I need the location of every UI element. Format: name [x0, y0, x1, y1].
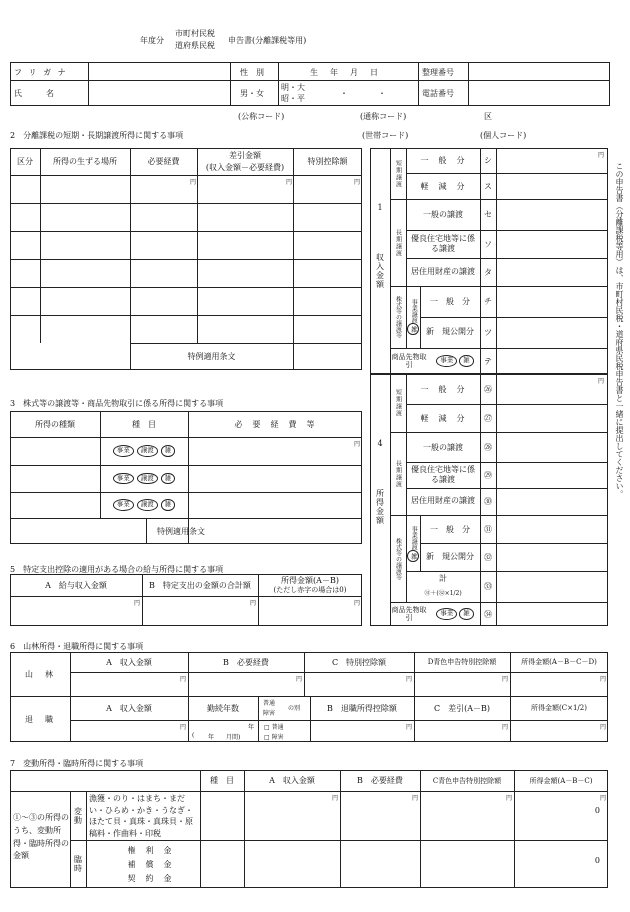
- p4-code-5: ㉛: [484, 524, 492, 534]
- setai-code: (世帯コード): [362, 131, 409, 140]
- p1-te-jigyo[interactable]: 事業: [436, 355, 457, 367]
- kojin-code: (個人コード): [480, 131, 527, 140]
- s5-col-b: B 特定支出の金額の合計額: [149, 580, 251, 590]
- s7-rinji-keiyaku: 契 約 金: [127, 873, 173, 883]
- s6-t-shogai: 障害: [263, 710, 276, 717]
- s2-col-place: 所得の生ずる場所: [53, 157, 117, 166]
- sex-label: 性 別: [240, 68, 264, 77]
- s6-col-e: 所得金額(A－B－C－D): [521, 658, 597, 666]
- s6-t-col-e: 所得金額(C×1/2): [531, 704, 587, 712]
- section7-title: 7 変動所得・臨時所得に関する事項: [10, 759, 144, 768]
- p4-row-34: 商品先物取引: [391, 605, 427, 622]
- s5-yen-2: 円: [249, 600, 256, 607]
- section5-title: 5 特定支出控除の適用がある場合の給与所得に関する事項: [10, 565, 224, 574]
- s2-col-diff: 差引金額: [229, 150, 261, 160]
- p4-code-1: ㉗: [484, 413, 492, 423]
- s7-hendo-total: 0: [594, 806, 600, 815]
- s2-yen-3: 円: [353, 179, 360, 186]
- s6-t-col-a: A 収入金額: [106, 703, 152, 713]
- p1-code-5: チ: [484, 297, 492, 306]
- s3-row3-cats: [100, 492, 188, 518]
- s6-t-yen-4: 円: [599, 724, 606, 731]
- p4-group-stock: 株式等の譲渡等: [394, 538, 402, 580]
- s5-col-a: A 給与収入金額: [45, 580, 107, 590]
- s6-t-betsu: の別: [288, 705, 301, 712]
- p4-row-26: 一 般 分: [420, 384, 466, 394]
- p4-cat-joto: 譲渡: [410, 537, 418, 550]
- p4-te-zatsu[interactable]: 雑: [459, 608, 474, 620]
- p1-amount-fields[interactable]: [497, 149, 607, 373]
- s7-hendo: 変動: [73, 806, 83, 825]
- p1-cat-joto: 譲渡: [410, 310, 418, 323]
- s6-col-d: D青色申告特別控除額: [427, 658, 497, 666]
- panel4-label: 所得金額: [375, 489, 385, 525]
- section3-title: 3 株式等の譲渡等・商品先物取引に係る所得に関する事項: [10, 399, 224, 408]
- p4-row-33: 計: [439, 573, 447, 583]
- p4-row-32: 新 規公開分: [426, 551, 474, 561]
- s7-yen-1: 円: [331, 795, 338, 802]
- s3-col-item: 種 目: [132, 419, 156, 429]
- p4-code-6: ㉜: [484, 552, 492, 562]
- s2-col-special: 特別控除額: [307, 157, 348, 166]
- p1-code-4: タ: [484, 267, 492, 277]
- p4-te-jigyo[interactable]: 事業: [436, 608, 457, 620]
- s7-col-a: A 収入金額: [269, 776, 315, 785]
- p1-group-short: 短期譲渡: [394, 160, 402, 188]
- p1-yen: 円: [597, 152, 604, 159]
- p4-code-8: ㉞: [484, 609, 492, 619]
- s2-col-diff-sub: (収入金額－必要経費): [205, 162, 285, 172]
- section2-title: 2 分離課税の短期・長期譲渡所得に関する事項: [10, 131, 184, 140]
- s7-col-b: B 必要経費: [357, 776, 403, 785]
- s3-tokurei: 特例適用条文: [157, 526, 205, 536]
- p1-cat-jigyo: 事業: [410, 298, 418, 311]
- side-note: この申告書（分離課税等用）は、市町村民税・道府県民税申告書と一緒に提出してください。: [615, 162, 624, 498]
- tel-label: 電話番号: [422, 89, 454, 98]
- s3-col-type: 所得の種類: [35, 419, 75, 429]
- p4-cat-zatsu[interactable]: 雑: [407, 550, 419, 563]
- sex-value[interactable]: 男・女: [240, 89, 264, 98]
- p1-row-ta: 居住用財産の譲渡: [411, 266, 475, 276]
- p1-row-su: 軽 減 分: [420, 181, 466, 191]
- p1-row-te: 商品先物取引: [391, 352, 427, 369]
- s6-taishoku: 退 職: [25, 714, 55, 724]
- s6-t-paren-r: 年 月間): [208, 734, 241, 741]
- s6-t-nen: 年: [248, 724, 255, 731]
- p4-code-4: ㉚: [484, 497, 492, 506]
- s6-yen-3: 円: [405, 676, 412, 683]
- s2-col-kubun: 区分: [17, 157, 33, 166]
- s3-r3-zatsu[interactable]: 雑: [161, 499, 176, 511]
- p4-row-31: 一 般 分: [430, 524, 470, 534]
- s2-tokurei: 特例適用条文: [187, 352, 236, 361]
- s6-t-yen-2: 円: [405, 724, 412, 731]
- s7-col-d: 所得金額(A－B－C): [529, 776, 593, 785]
- s5-col-c: 所得金額(A－B): [281, 575, 339, 585]
- s5-yen-1: 円: [133, 600, 140, 607]
- era-showa-heisei[interactable]: 昭・平: [281, 94, 305, 103]
- s6-sanrin: 山 林: [25, 669, 55, 679]
- p4-row-27: 軽 減 分: [420, 413, 466, 423]
- p1-te-cats: [430, 349, 480, 373]
- s3-r2-jigyo[interactable]: 事業: [113, 473, 134, 485]
- p4-group-long: 長期譲渡: [394, 460, 402, 488]
- p1-code-2: セ: [484, 210, 492, 219]
- s7-yen-3: 円: [505, 795, 512, 802]
- s6-t-yen-1: 円: [179, 724, 186, 731]
- p4-row-29: 優良住宅地等に係る譲渡: [411, 464, 475, 484]
- s7-rinji-total: 0: [594, 856, 600, 865]
- s6-col-c: C 特別控除額: [331, 657, 387, 667]
- p1-row-shi: 一 般 分: [420, 156, 466, 165]
- s3-r3-joto[interactable]: 譲渡: [137, 499, 158, 511]
- p4-row-30: 居住用財産の譲渡: [411, 496, 475, 506]
- s7-rinji-hosho: 補 償 金: [127, 859, 173, 869]
- panel1-label: 収入金額: [375, 253, 385, 289]
- p4-group-short: 短期譲渡: [394, 389, 402, 417]
- p1-code-3: ソ: [484, 239, 492, 249]
- p4-code-0: ㉖: [484, 384, 492, 394]
- p1-code-7: テ: [484, 356, 492, 366]
- title-form: 申告書(分離課税等用): [228, 36, 307, 45]
- p1-group-long: 長期譲渡: [394, 229, 402, 257]
- dob-label: 生 年 月 日: [310, 68, 380, 77]
- s6-t-yen-3: 円: [501, 724, 508, 731]
- p4-te-cats: [430, 603, 480, 625]
- era-meiji-taisho[interactable]: 明・大: [281, 83, 305, 92]
- s6-t-col-b: B 退職所得控除額: [327, 703, 397, 713]
- dob-sep-1: ・: [340, 89, 348, 98]
- name-label: 氏 名: [14, 89, 54, 98]
- p4-kei-formula: ㉛＋(㉜×1/2): [424, 589, 462, 597]
- tsusho-code: (通称コード): [360, 112, 407, 121]
- s5-col-c-sub: (ただし赤字の場合は0): [273, 586, 347, 594]
- s7-rinji: 臨時: [73, 855, 83, 873]
- s6-yen-4: 円: [501, 676, 508, 683]
- name-field[interactable]: [90, 82, 228, 104]
- s6-t-futsu: 普通: [263, 700, 276, 707]
- p4-row-28: 一般の譲渡: [423, 442, 463, 452]
- s2-col-expense: 必要経費: [147, 157, 180, 166]
- p4-stock-categories: [407, 517, 419, 571]
- s6-t-col-years: 勤続年数: [207, 703, 239, 713]
- panel4-num: 4: [377, 438, 383, 448]
- s6-t-paren-l: (: [192, 732, 195, 739]
- s3-r2-joto[interactable]: 譲渡: [137, 473, 158, 485]
- furigana-label: フ リ ガ ナ: [14, 68, 68, 77]
- s6-col-b: B 必要経費: [223, 657, 269, 667]
- s2-yen-2: 円: [285, 179, 292, 186]
- s6-col-a: A 収入金額: [106, 657, 152, 667]
- p4-cat-jigyo: 事業: [410, 525, 418, 538]
- s6-t-col-c: C 差引(A－B): [433, 703, 491, 713]
- s6-yen-5: 円: [599, 676, 606, 683]
- seiri-label: 整理番号: [422, 68, 454, 77]
- p1-row-chi: 一 般 分: [430, 297, 470, 306]
- s3-r1-jigyo[interactable]: 事業: [113, 445, 134, 457]
- s3-r1-zatsu[interactable]: 雑: [161, 445, 176, 457]
- p1-te-zatsu[interactable]: 雑: [459, 355, 474, 367]
- furigana-field[interactable]: [90, 63, 228, 79]
- s7-col-c: C青色申告特別控除額: [432, 776, 502, 785]
- title-tax-municipal: 市町村民税: [175, 29, 215, 38]
- title-year: 年度分: [140, 36, 164, 45]
- p1-stock-categories: [407, 288, 419, 346]
- p1-row-tsu: 新 規公開分: [426, 327, 474, 337]
- section6-title: 6 山林所得・退職所得に関する事項: [10, 642, 144, 651]
- p1-code-6: ツ: [484, 328, 492, 337]
- p1-code-1: ス: [484, 181, 492, 191]
- p1-row-se: 一般の譲渡: [423, 210, 463, 219]
- s7-rinji-kenri: 権 利 金: [127, 845, 173, 855]
- s3-row2-cats: [100, 465, 188, 492]
- s6-t-check-futsu[interactable]: □ 普通: [264, 724, 284, 731]
- s6-yen-1: 円: [179, 676, 186, 683]
- p4-code-2: ㉘: [484, 442, 492, 452]
- p4-code-3: ㉙: [484, 470, 492, 480]
- p1-row-so: 優良住宅地等に係る譲渡: [411, 233, 475, 253]
- s3-yen: 円: [353, 441, 360, 448]
- kosho-code: (公称コード): [238, 112, 285, 121]
- p1-group-stock: 株式等の譲渡等: [394, 296, 402, 338]
- s6-yen-2: 円: [295, 676, 302, 683]
- p4-yen: 円: [597, 378, 604, 385]
- s3-col-expense: 必 要 経 費 等: [234, 419, 316, 429]
- panel1-num: 1: [377, 202, 383, 212]
- s7-yen-2: 円: [411, 795, 418, 802]
- p4-code-7: ㉝: [484, 582, 492, 591]
- s3-r1-joto[interactable]: 譲渡: [137, 445, 158, 457]
- dob-sep-2: ・: [378, 89, 386, 98]
- p1-cat-zatsu[interactable]: 雑: [407, 323, 419, 336]
- s6-t-check-shogai[interactable]: □ 障害: [264, 734, 284, 741]
- s3-r3-jigyo[interactable]: 事業: [113, 499, 134, 511]
- s2-yen-1: 円: [189, 179, 196, 186]
- s5-yen-3: 円: [353, 600, 360, 607]
- s7-left-label: ①～③の所得のうち、変動所得・臨時所得の金額: [13, 813, 69, 861]
- title-tax-prefectural: 道府県民税: [175, 41, 215, 50]
- p1-code-0: シ: [484, 156, 492, 165]
- p4-amount-fields[interactable]: [497, 375, 607, 625]
- s7-col-item: 種 目: [210, 776, 234, 785]
- s7-yen-4: 円: [599, 795, 606, 802]
- s7-hendo-items: 漁獲・のり・はまち・まだい・ひらめ・かき・うなぎ・ほたて貝・真珠・真珠貝・原稿料・作曲料・印税: [89, 794, 193, 838]
- s3-r2-zatsu[interactable]: 雑: [161, 473, 176, 485]
- s3-row1-cats: [100, 437, 188, 465]
- ku-label: 区: [484, 112, 492, 121]
- tel-field[interactable]: [470, 82, 608, 104]
